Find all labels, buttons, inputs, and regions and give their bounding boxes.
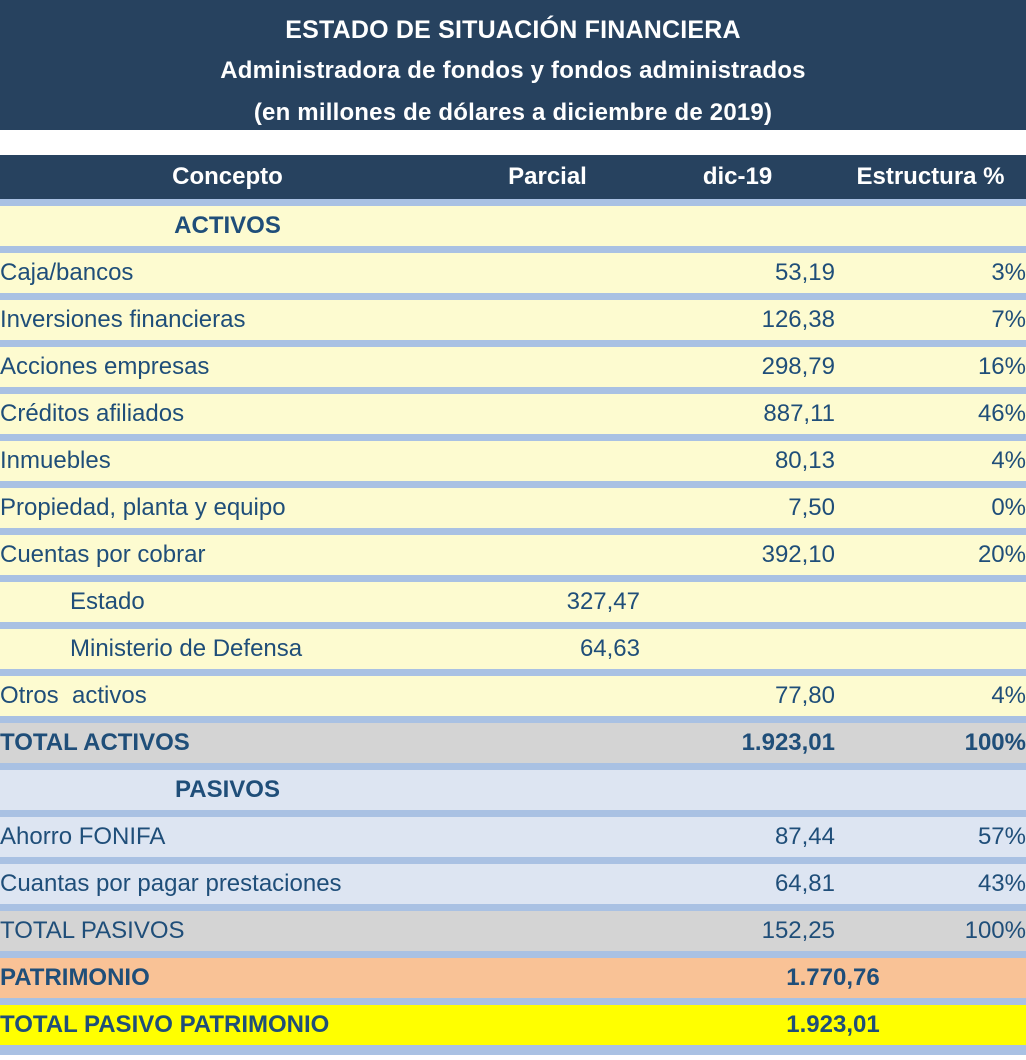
total-pasivo-patrimonio-label: TOTAL PASIVO PATRIMONIO (0, 1005, 455, 1045)
total-activos-estructura: 100% (835, 723, 1026, 763)
section-spacer-parcial (455, 770, 640, 810)
total-pasivos-label: TOTAL PASIVOS (0, 911, 455, 951)
patrimonio-value: 1.770,76 (640, 958, 1026, 998)
column-header-parcial: Parcial (455, 155, 640, 199)
row-separator (0, 622, 1026, 629)
row-parcial (455, 394, 640, 434)
report-title-line-3: (en millones de dólares a diciembre de 2019) (253, 99, 773, 126)
row-estructura: 20% (835, 535, 1026, 575)
table-row-subitem (0, 629, 1026, 669)
total-activos-row (0, 723, 1026, 763)
row-parcial (455, 347, 640, 387)
row-separator (0, 387, 1026, 394)
row-dic19: 77,80 (640, 676, 835, 716)
table-row-subitem (0, 582, 1026, 622)
row-concepto: Caja/bancos (0, 253, 455, 293)
row-estructura: 4% (835, 676, 1026, 716)
column-header-concepto: Concepto (0, 155, 455, 199)
section-label-activos: ACTIVOS (0, 206, 455, 246)
total-pasivos-row (0, 911, 1026, 951)
row-dic19: 64,81 (640, 864, 835, 904)
row-dic19: 7,50 (640, 488, 835, 528)
table-row (0, 864, 1026, 904)
patrimonio-label: PATRIMONIO (0, 958, 455, 998)
row-estructura (835, 582, 1026, 622)
row-separator (0, 763, 1026, 770)
table-row (0, 817, 1026, 857)
row-separator (0, 293, 1026, 300)
row-estructura: 16% (835, 347, 1026, 387)
row-dic19: 392,10 (640, 535, 835, 575)
section-spacer-estructura (835, 206, 1026, 246)
column-header-periodo: dic-19 (640, 155, 835, 199)
table-row (0, 488, 1026, 528)
row-concepto: Propiedad, planta y equipo (0, 488, 455, 528)
row-parcial (455, 864, 640, 904)
row-separator (0, 998, 1026, 1005)
section-spacer-dic (640, 206, 835, 246)
row-estructura: 4% (835, 441, 1026, 481)
row-separator (0, 716, 1026, 723)
table-row (0, 347, 1026, 387)
report-title-band (0, 0, 1026, 130)
row-separator (0, 199, 1026, 206)
row-parcial (455, 676, 640, 716)
row-estructura: 43% (835, 864, 1026, 904)
title-table-gap (0, 130, 1026, 155)
row-parcial (455, 441, 640, 481)
table-row (0, 300, 1026, 340)
table-row (0, 441, 1026, 481)
row-dic19 (640, 582, 835, 622)
row-parcial: 64,63 (455, 629, 640, 669)
section-header-activos (0, 206, 1026, 246)
row-concepto: Otros activos (0, 676, 455, 716)
report-title-line-2: Administradora de fondos y fondos administrados (220, 57, 806, 84)
section-header-pasivos (0, 770, 1026, 810)
row-concepto: Ahorro FONIFA (0, 817, 455, 857)
total-activos-label: TOTAL ACTIVOS (0, 723, 455, 763)
row-dic19: 298,79 (640, 347, 835, 387)
row-parcial (455, 488, 640, 528)
row-parcial (455, 817, 640, 857)
total-pasivos-estructura: 100% (835, 911, 1026, 951)
row-separator (0, 434, 1026, 441)
table-row (0, 676, 1026, 716)
row-estructura: 57% (835, 817, 1026, 857)
row-separator (0, 575, 1026, 582)
table-bottom-border (0, 1045, 1026, 1055)
row-separator (0, 340, 1026, 347)
row-concepto: Inversiones financieras (0, 300, 455, 340)
table-row (0, 394, 1026, 434)
row-parcial: 327,47 (455, 582, 640, 622)
total-pasivo-patrimonio-spacer-parcial (455, 1005, 640, 1045)
column-header-estructura: Estructura % (835, 155, 1026, 199)
row-dic19: 53,19 (640, 253, 835, 293)
row-dic19 (640, 629, 835, 669)
row-dic19: 126,38 (640, 300, 835, 340)
row-concepto: Cuantas por pagar prestaciones (0, 864, 455, 904)
row-concepto: Ministerio de Defensa (0, 629, 455, 669)
row-parcial (455, 300, 640, 340)
row-dic19: 80,13 (640, 441, 835, 481)
row-separator (0, 857, 1026, 864)
row-concepto: Cuentas por cobrar (0, 535, 455, 575)
total-pasivo-patrimonio-row (0, 1005, 1026, 1045)
row-separator (0, 904, 1026, 911)
table-header-row (0, 155, 1026, 199)
table-row (0, 535, 1026, 575)
financial-statement-table (0, 155, 1026, 1055)
total-activos-dic19: 1.923,01 (640, 723, 835, 763)
total-pasivo-patrimonio-value: 1.923,01 (640, 1005, 1026, 1045)
row-separator (0, 528, 1026, 535)
row-concepto: Inmuebles (0, 441, 455, 481)
row-concepto: Acciones empresas (0, 347, 455, 387)
row-dic19: 87,44 (640, 817, 835, 857)
section-spacer-parcial (455, 206, 640, 246)
row-separator (0, 669, 1026, 676)
row-concepto: Créditos afiliados (0, 394, 455, 434)
row-estructura: 0% (835, 488, 1026, 528)
row-separator (0, 481, 1026, 488)
row-separator (0, 810, 1026, 817)
total-pasivos-parcial (455, 911, 640, 951)
row-estructura: 7% (835, 300, 1026, 340)
row-estructura (835, 629, 1026, 669)
section-label-pasivos: PASIVOS (0, 770, 455, 810)
table-row (0, 253, 1026, 293)
section-spacer-dic (640, 770, 835, 810)
row-parcial (455, 535, 640, 575)
row-estructura: 46% (835, 394, 1026, 434)
total-pasivos-dic19: 152,25 (640, 911, 835, 951)
row-separator (0, 951, 1026, 958)
section-spacer-estructura (835, 770, 1026, 810)
row-separator (0, 246, 1026, 253)
report-title-line-1: ESTADO DE SITUACIÓN FINANCIERA (285, 16, 741, 44)
row-parcial (455, 253, 640, 293)
row-estructura: 3% (835, 253, 1026, 293)
row-concepto: Estado (0, 582, 455, 622)
patrimonio-spacer-parcial (455, 958, 640, 998)
row-dic19: 887,11 (640, 394, 835, 434)
patrimonio-row (0, 958, 1026, 998)
total-activos-parcial (455, 723, 640, 763)
